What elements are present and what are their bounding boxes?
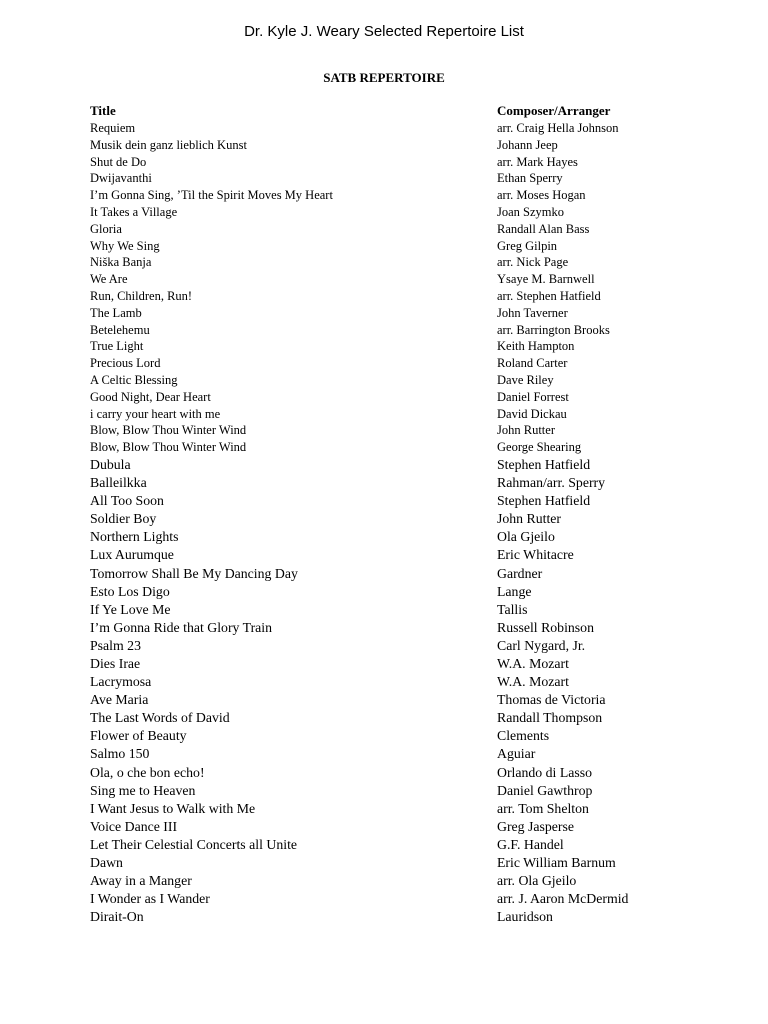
piece-title: A Celtic Blessing	[90, 372, 178, 387]
piece-composer: Ola Gjeilo	[497, 529, 555, 545]
table-row	[90, 727, 690, 745]
piece-composer: arr. Barrington Brooks	[497, 322, 610, 337]
table-row	[90, 764, 690, 782]
table-row	[90, 389, 690, 406]
piece-title: Musik dein ganz lieblich Kunst	[90, 137, 247, 152]
piece-title: Niška Banja	[90, 255, 152, 270]
piece-title: I’m Gonna Sing, ’Til the Spirit Moves My Heart	[90, 188, 333, 203]
piece-title: Betelehemu	[90, 322, 150, 337]
piece-title: Balleilkka	[90, 475, 147, 491]
table-row	[90, 528, 690, 546]
table-row	[90, 238, 690, 255]
piece-title: Flower of Beauty	[90, 728, 187, 744]
piece-composer: Greg Jasperse	[497, 818, 575, 834]
piece-title: Salmo 150	[90, 746, 150, 762]
piece-composer: Orlando di Lasso	[497, 764, 593, 780]
piece-title: Lacrymosa	[90, 674, 152, 690]
piece-composer: arr. Stephen Hatfield	[497, 288, 601, 303]
table-row	[90, 422, 690, 439]
table-row	[90, 619, 690, 637]
piece-composer: Joan Szymko	[497, 204, 565, 219]
table-row	[90, 456, 690, 474]
piece-composer: Ysaye M. Barnwell	[497, 272, 595, 287]
piece-title: Precious Lord	[90, 356, 161, 371]
table-row	[90, 137, 690, 154]
piece-composer: Rahman/arr. Sperry	[497, 475, 606, 491]
piece-title: Psalm 23	[90, 637, 141, 653]
piece-composer: Carl Nygard, Jr.	[497, 637, 586, 653]
piece-title: Ave Maria	[90, 692, 149, 708]
piece-title: Tomorrow Shall Be My Dancing Day	[90, 565, 298, 581]
table-row	[90, 583, 690, 601]
table-row	[90, 288, 690, 305]
piece-composer: Thomas de Victoria	[497, 692, 606, 708]
piece-title: If Ye Love Me	[90, 601, 171, 617]
piece-title: Soldier Boy	[90, 511, 157, 527]
piece-composer: arr. Ola Gjeilo	[497, 873, 577, 889]
piece-composer: Randall Thompson	[497, 710, 603, 726]
table-row	[90, 439, 690, 456]
table-row	[90, 908, 690, 926]
piece-composer: Clements	[497, 728, 550, 744]
piece-title: Dubula	[90, 456, 131, 472]
piece-composer: Ethan Sperry	[497, 171, 563, 186]
table-row	[90, 406, 690, 423]
piece-title: Good Night, Dear Heart	[90, 389, 211, 404]
table-row	[90, 474, 690, 492]
table-row	[90, 120, 690, 137]
piece-composer: arr. Moses Hogan	[497, 188, 586, 203]
piece-title: Dirait-On	[90, 909, 144, 925]
piece-composer: Lauridson	[497, 909, 553, 925]
piece-title: Requiem	[90, 121, 136, 135]
piece-composer: Daniel Gawthrop	[497, 782, 593, 798]
table-row	[90, 691, 690, 709]
piece-composer: Johann Jeep	[497, 137, 558, 152]
piece-title: Voice Dance III	[90, 818, 178, 834]
table-row	[90, 372, 690, 389]
piece-title: Blow, Blow Thou Winter Wind	[90, 440, 247, 455]
piece-composer: arr. Mark Hayes	[497, 154, 578, 169]
table-row	[90, 271, 690, 288]
table-row	[90, 673, 690, 691]
table-row	[90, 800, 690, 818]
piece-composer: Aguiar	[497, 746, 536, 762]
table-row	[90, 655, 690, 673]
piece-title: Away in a Manger	[90, 873, 192, 889]
piece-composer: Tallis	[497, 601, 528, 617]
table-row	[90, 154, 690, 171]
table-row	[90, 322, 690, 339]
piece-title: Sing me to Heaven	[90, 782, 196, 798]
piece-composer: George Shearing	[497, 440, 582, 455]
table-row	[90, 854, 690, 872]
table-row	[90, 637, 690, 655]
piece-title: We Are	[90, 272, 128, 287]
piece-composer: arr. Nick Page	[497, 255, 569, 270]
piece-composer: Eric Whitacre	[497, 547, 574, 563]
piece-title: Shut de Do	[90, 154, 147, 169]
piece-composer: Stephen Hatfield	[497, 456, 591, 472]
table-row	[90, 492, 690, 510]
piece-title: It Takes a Village	[90, 204, 178, 219]
table-row	[90, 709, 690, 727]
table-row	[90, 204, 690, 221]
piece-composer: Roland Carter	[497, 356, 568, 371]
piece-composer: arr. Craig Hella Johnson	[497, 121, 619, 135]
piece-composer: Dave Riley	[497, 372, 554, 387]
table-header-row	[90, 102, 690, 120]
piece-title: Northern Lights	[90, 529, 179, 545]
piece-title: Lux Aurumque	[90, 547, 174, 563]
piece-composer: Randall Alan Bass	[497, 221, 590, 236]
table-row	[90, 890, 690, 908]
piece-title: The Lamb	[90, 305, 142, 320]
table-row	[90, 836, 690, 854]
piece-composer: G.F. Handel	[497, 836, 564, 852]
page-title: Dr. Kyle J. Weary Selected Repertoire List	[244, 23, 524, 40]
piece-title: Esto Los Digo	[90, 583, 170, 599]
table-row	[90, 745, 690, 763]
section-heading: SATB REPERTOIRE	[323, 70, 445, 85]
piece-composer: arr. J. Aaron McDermid	[497, 891, 629, 907]
table-row	[90, 782, 690, 800]
table-row	[90, 510, 690, 528]
table-row	[90, 221, 690, 238]
table-row	[90, 601, 690, 619]
piece-title: Let Their Celestial Concerts all Unite	[90, 836, 298, 852]
piece-composer: John Rutter	[497, 511, 561, 527]
piece-composer: John Rutter	[497, 423, 555, 438]
table-row	[90, 170, 690, 187]
piece-composer: David Dickau	[497, 406, 567, 421]
piece-composer: John Taverner	[497, 305, 568, 320]
piece-title: The Last Words of David	[90, 710, 230, 726]
table-row	[90, 546, 690, 564]
piece-title: I Want Jesus to Walk with Me	[90, 800, 256, 816]
piece-title: Ola, o che bon echo!	[90, 764, 205, 780]
piece-title: Blow, Blow Thou Winter Wind	[90, 423, 247, 438]
piece-composer: Keith Hampton	[497, 339, 575, 354]
piece-title: Dies Irae	[90, 655, 141, 671]
piece-title: I Wonder as I Wander	[90, 891, 210, 907]
repertoire-table	[90, 102, 690, 926]
piece-composer: Eric William Barnum	[497, 855, 616, 870]
table-row	[90, 254, 690, 271]
table-row	[90, 565, 690, 583]
piece-title: i carry your heart with me	[90, 406, 221, 421]
piece-title: Dawn	[90, 855, 123, 870]
piece-title: I’m Gonna Ride that Glory Train	[90, 619, 273, 635]
table-row	[90, 338, 690, 355]
table-row	[90, 872, 690, 890]
table-row	[90, 818, 690, 836]
piece-composer: Gardner	[497, 565, 543, 581]
piece-composer: Stephen Hatfield	[497, 493, 591, 509]
piece-composer: W.A. Mozart	[497, 655, 569, 671]
piece-composer: Lange	[497, 583, 532, 599]
composer-column-header: Composer/Arranger	[497, 103, 611, 118]
table-row	[90, 355, 690, 372]
piece-title: All Too Soon	[90, 493, 164, 509]
title-column-header: Title	[90, 103, 116, 118]
table-row	[90, 305, 690, 322]
piece-title: True Light	[90, 339, 144, 354]
piece-title: Run, Children, Run!	[90, 288, 193, 303]
piece-composer: Daniel Forrest	[497, 389, 569, 404]
piece-title: Dwijavanthi	[90, 171, 152, 186]
piece-composer: Russell Robinson	[497, 619, 594, 635]
piece-composer: Greg Gilpin	[497, 238, 558, 253]
piece-composer: arr. Tom Shelton	[497, 800, 589, 816]
piece-composer: W.A. Mozart	[497, 674, 569, 690]
repertoire-rows	[90, 120, 690, 926]
table-row	[90, 187, 690, 204]
piece-title: Why We Sing	[90, 238, 160, 253]
piece-title: Gloria	[90, 221, 122, 236]
